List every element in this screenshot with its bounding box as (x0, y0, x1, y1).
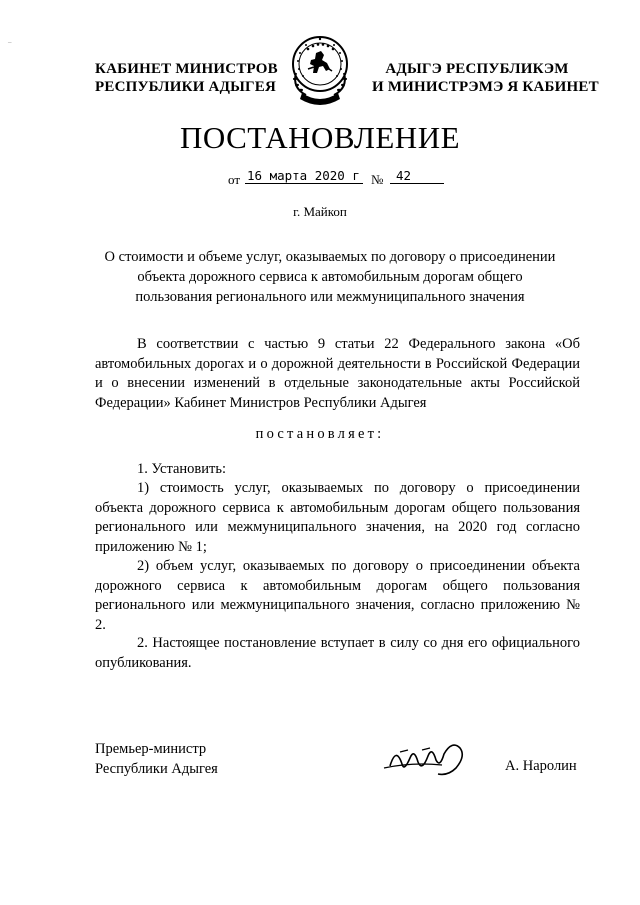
document-subject (80, 247, 580, 307)
item-2-paragraph: 2. Настоящее постановление вступает в силу со дня его официального опубликования. (95, 635, 580, 671)
resolves-word: постановляет: (255, 426, 385, 442)
subject-line-1: О стоимости и объеме услуг, оказываемых по договору о присоединении (104, 249, 556, 265)
header-left-line1: КАБИНЕТ МИНИСТРОВ (95, 61, 278, 77)
signatory-name: А. Наролин (505, 758, 577, 774)
header-left-line2: РЕСПУБЛИКИ АДЫГЕЯ (95, 79, 277, 95)
signatory-position (95, 740, 218, 779)
coat-of-arms-icon (286, 33, 354, 111)
header-right-line1: АДЫГЭ РЕСПУБЛИКЭМ (385, 61, 569, 77)
item-1-subitem-1: 1) стоимость услуг, оказываемых по договору о присоединении объекта дорожного сервиса к автомобильным дорогам общего пользования регионального или межмуниципального значения, на 2020 год согласно приложению № 1; (95, 480, 580, 555)
city: г. Майкоп (293, 204, 347, 219)
header-right-line2: И МИНИСТРЭМЭ Я КАБИНЕТ (372, 79, 599, 95)
position-line-2: Республики Адыгея (95, 760, 218, 777)
preamble-paragraph: В соответствии с частью 9 статьи 22 Федерального закона «Об автомобильных дорогах и о дорожной деятельности в Российской Федерации и о внесении изменений в отдельные законодательные акты Российской Федерации» Кабинет Министров Республики Адыгея (95, 336, 580, 411)
handwritten-date: 16 марта 2020 г (245, 168, 363, 184)
position-line-1: Премьер-министр (95, 741, 207, 757)
date-number-line (228, 168, 458, 190)
subject-line-2: объекта дорожного сервиса к автомобильным дорогам общего (137, 269, 523, 285)
handwritten-number: 42 (390, 168, 444, 184)
subject-line-3: пользования регионального или межмуниципального значения (135, 289, 525, 305)
document-title: ПОСТАНОВЛЕНИЕ (179, 120, 461, 155)
header-left-russian (95, 60, 278, 96)
item-1-heading: 1. Установить: (137, 461, 227, 477)
number-label: № (371, 172, 384, 187)
handwritten-signature-icon (382, 738, 472, 782)
scan-mark: – (8, 38, 12, 46)
header-right-adyghe (372, 60, 599, 96)
date-from-label: от (228, 172, 241, 187)
item-1-subitem-2: 2) объем услуг, оказываемых по договору о присоединении объекта дорожного сервиса к автомобильным дорогам общего пользования регионального или межмуниципального значения, согласно приложению № 2. (95, 558, 580, 633)
